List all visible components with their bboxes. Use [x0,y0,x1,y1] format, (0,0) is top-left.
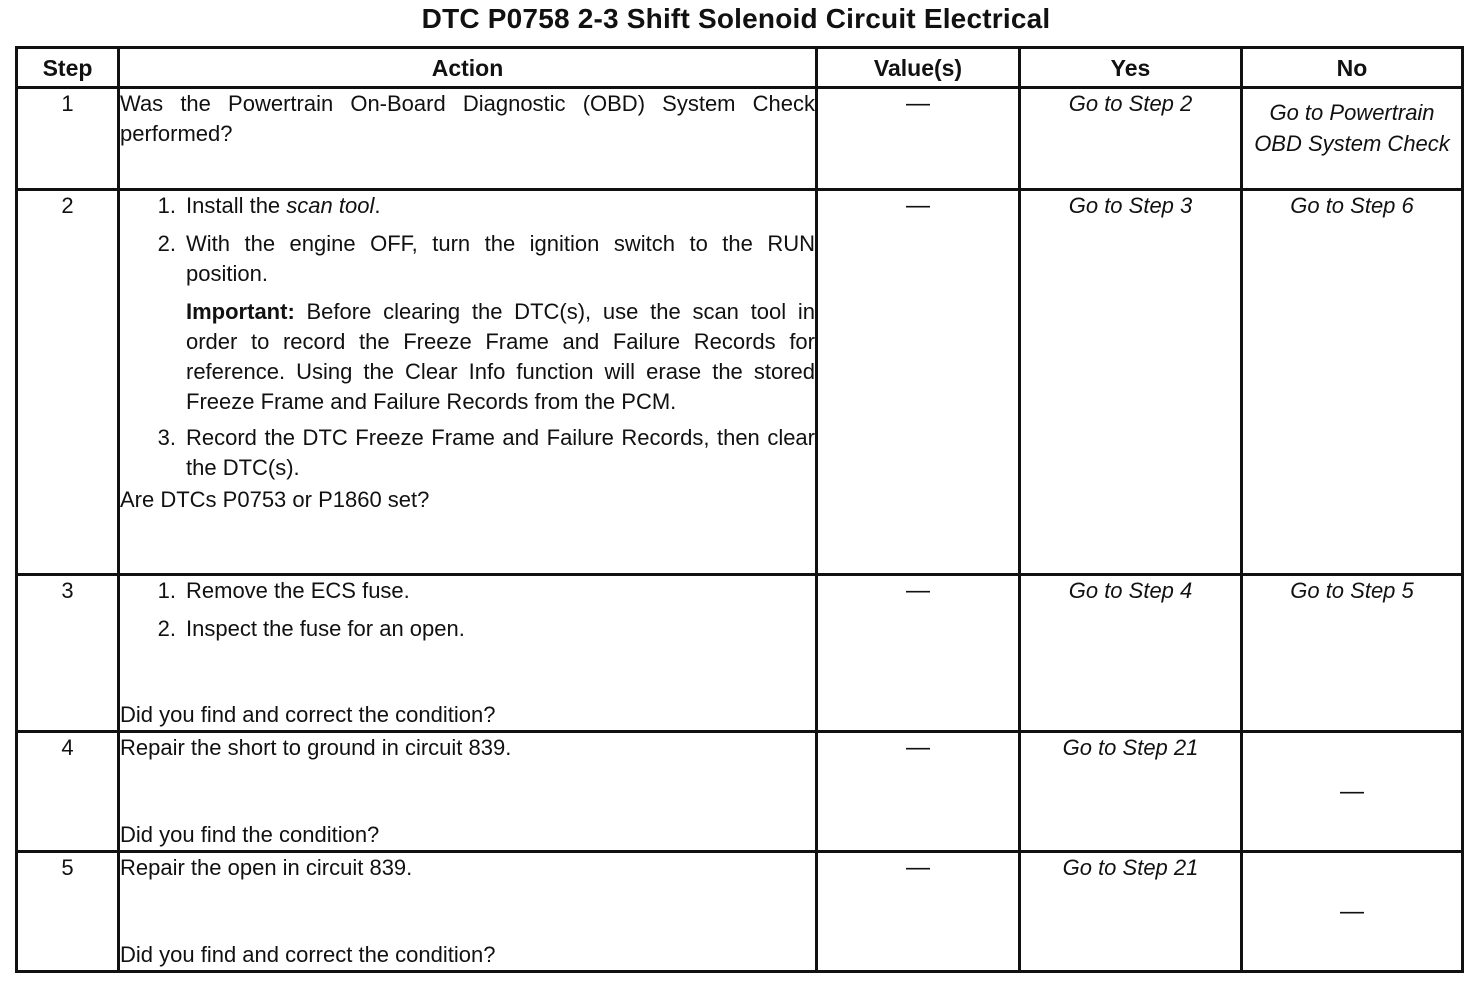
yes-cell: Go to Step 21 [1020,732,1242,852]
diagnostic-table [15,46,1464,973]
page-title: DTC P0758 2-3 Shift Solenoid Circuit Electrical [421,3,1051,34]
header-no: No [1242,48,1463,88]
header-values: Value(s) [817,48,1020,88]
table-header-row [17,48,1463,88]
list-item: 1. Remove the ECS fuse. [157,578,410,603]
step-number: 2 [17,190,119,575]
yes-cell: Go to Step 2 [1020,88,1242,190]
step-number: 1 [17,88,119,190]
no-cell: — [1242,732,1463,852]
step-number: 5 [17,852,119,972]
list-item: 2. Inspect the fuse for an open. [157,616,465,641]
table-row [17,732,1463,852]
step-number: 4 [17,732,119,852]
scan-tool-term: scan tool [286,193,375,218]
no-prefix: Go to [1269,100,1324,125]
value-cell: — [817,732,1020,852]
table-row [17,190,1463,575]
action-question: Did you find and correct the condition? [120,702,496,727]
action-question: Are DTCs P0753 or P1860 set? [120,487,430,512]
header-action: Action [119,48,817,88]
action-steps-list [120,423,815,483]
yes-cell: Go to Step 3 [1020,190,1242,575]
action-question: Did you find and correct the condition? [120,942,496,967]
header-yes: Yes [1020,48,1242,88]
important-note: Important: Before clearing the DTC(s), use the scan tool in order to record the Freeze Frame and Failure Records for reference. Using the Clear Info function will erase the stored Freeze Frame and Failure Records from the PCM. [186,299,815,414]
table-row [17,575,1463,732]
no-cell: Go to Step 5 [1242,575,1463,732]
action-cell [119,190,817,575]
value-cell: — [817,88,1020,190]
table-row [17,88,1463,190]
value-cell: — [817,190,1020,575]
important-label: Important: [186,299,295,324]
header-step: Step [17,48,119,88]
no-cell: — [1242,852,1463,972]
action-steps-list [120,576,815,652]
no-cell [1242,88,1463,190]
action-text: Repair the short to ground in circuit 839. [120,735,512,760]
no-cell: Go to Step 6 [1242,190,1463,575]
action-cell [119,732,817,852]
action-text: Repair the open in circuit 839. [120,855,413,880]
yes-cell: Go to Step 21 [1020,852,1242,972]
action-cell [119,88,817,190]
value-cell: — [817,852,1020,972]
step-number: 3 [17,575,119,732]
action-cell [119,852,817,972]
list-item: 3. Record the DTC Freeze Frame and Failure Records, then clear the DTC(s). [157,425,815,480]
list-item: 2. With the engine OFF, turn the ignition switch to the RUN position. [157,231,815,286]
list-item: 1. Install the scan tool. [157,193,381,218]
no-italic-reference: Powertrain OBD System Check [1254,100,1450,156]
action-question: Did you find the condition? [120,822,380,847]
action-steps-list [120,191,815,289]
table-row [17,852,1463,972]
action-cell [119,575,817,732]
value-cell: — [817,575,1020,732]
yes-cell: Go to Step 4 [1020,575,1242,732]
action-text: Was the Powertrain On-Board Diagnostic (OBD) System Check performed? [120,91,815,146]
